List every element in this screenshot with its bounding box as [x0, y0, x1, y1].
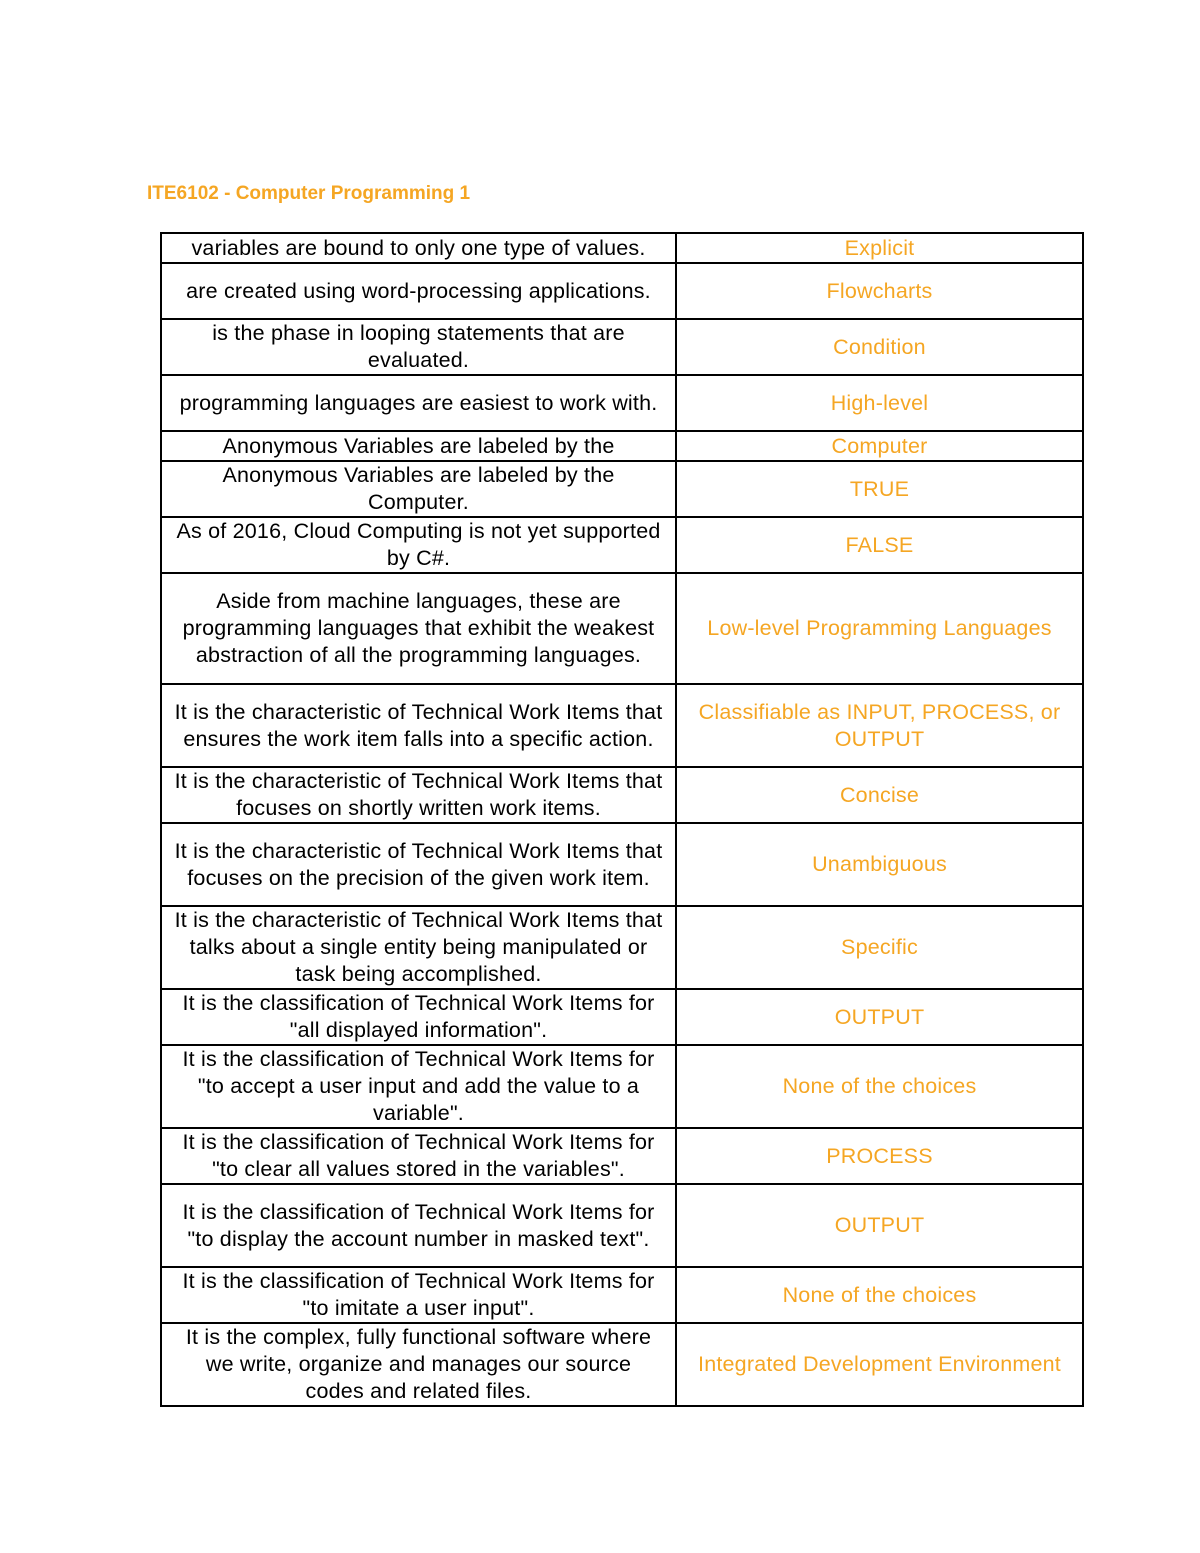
answer-cell: Explicit	[676, 233, 1083, 263]
question-cell: It is the classification of Technical Work Items for "to display the account number in masked text".	[161, 1184, 676, 1267]
answer-cell: Concise	[676, 767, 1083, 823]
table-row	[161, 1045, 1083, 1128]
table-row	[161, 1184, 1083, 1267]
question-cell: It is the classification of Technical Work Items for "to clear all values stored in the variables".	[161, 1128, 676, 1184]
question-cell: is the phase in looping statements that are evaluated.	[161, 319, 676, 375]
answer-cell: OUTPUT	[676, 989, 1083, 1045]
question-answer-table	[160, 232, 1084, 1407]
answer-cell: None of the choices	[676, 1267, 1083, 1323]
question-cell: It is the classification of Technical Work Items for "to imitate a user input".	[161, 1267, 676, 1323]
question-cell: Aside from machine languages, these are programming languages that exhibit the weakest abstraction of all the programming languages.	[161, 573, 676, 684]
table-row	[161, 1128, 1083, 1184]
question-cell: It is the characteristic of Technical Work Items that talks about a single entity being manipulated or task being accomplished.	[161, 906, 676, 989]
table-row	[161, 989, 1083, 1045]
question-cell: are created using word-processing applications.	[161, 263, 676, 319]
question-cell: programming languages are easiest to work with.	[161, 375, 676, 431]
table-row	[161, 684, 1083, 767]
table-row	[161, 906, 1083, 989]
answer-cell: High-level	[676, 375, 1083, 431]
answer-cell: FALSE	[676, 517, 1083, 573]
table-row	[161, 573, 1083, 684]
table-row	[161, 1323, 1083, 1406]
table-row	[161, 823, 1083, 906]
question-cell: It is the complex, fully functional software where we write, organize and manages our source codes and related files.	[161, 1323, 676, 1406]
document-title: ITE6102 - Computer Programming 1	[147, 183, 471, 204]
question-cell: It is the characteristic of Technical Work Items that focuses on shortly written work items.	[161, 767, 676, 823]
table-row	[161, 431, 1083, 461]
answer-cell: TRUE	[676, 461, 1083, 517]
answer-cell: Unambiguous	[676, 823, 1083, 906]
answer-cell: Specific	[676, 906, 1083, 989]
answer-cell: Flowcharts	[676, 263, 1083, 319]
question-cell: As of 2016, Cloud Computing is not yet supported by C#.	[161, 517, 676, 573]
table-row	[161, 517, 1083, 573]
answer-cell: PROCESS	[676, 1128, 1083, 1184]
question-cell: It is the characteristic of Technical Work Items that ensures the work item falls into a specific action.	[161, 684, 676, 767]
question-cell: Anonymous Variables are labeled by the Computer.	[161, 461, 676, 517]
answer-cell: Low-level Programming Languages	[676, 573, 1083, 684]
answer-cell: Condition	[676, 319, 1083, 375]
answer-cell: Classifiable as INPUT, PROCESS, or OUTPUT	[676, 684, 1083, 767]
answer-cell: Integrated Development Environment	[676, 1323, 1083, 1406]
answer-cell: OUTPUT	[676, 1184, 1083, 1267]
question-cell: It is the classification of Technical Work Items for "to accept a user input and add the value to a variable".	[161, 1045, 676, 1128]
question-cell: variables are bound to only one type of values.	[161, 233, 676, 263]
table-row	[161, 263, 1083, 319]
answer-cell: Computer	[676, 431, 1083, 461]
question-cell: Anonymous Variables are labeled by the	[161, 431, 676, 461]
question-cell: It is the characteristic of Technical Work Items that focuses on the precision of the given work item.	[161, 823, 676, 906]
answer-cell: None of the choices	[676, 1045, 1083, 1128]
table-row	[161, 461, 1083, 517]
table-row	[161, 1267, 1083, 1323]
table-row	[161, 375, 1083, 431]
table-row	[161, 767, 1083, 823]
table-row	[161, 233, 1083, 263]
question-cell: It is the classification of Technical Work Items for "all displayed information".	[161, 989, 676, 1045]
table-row	[161, 319, 1083, 375]
